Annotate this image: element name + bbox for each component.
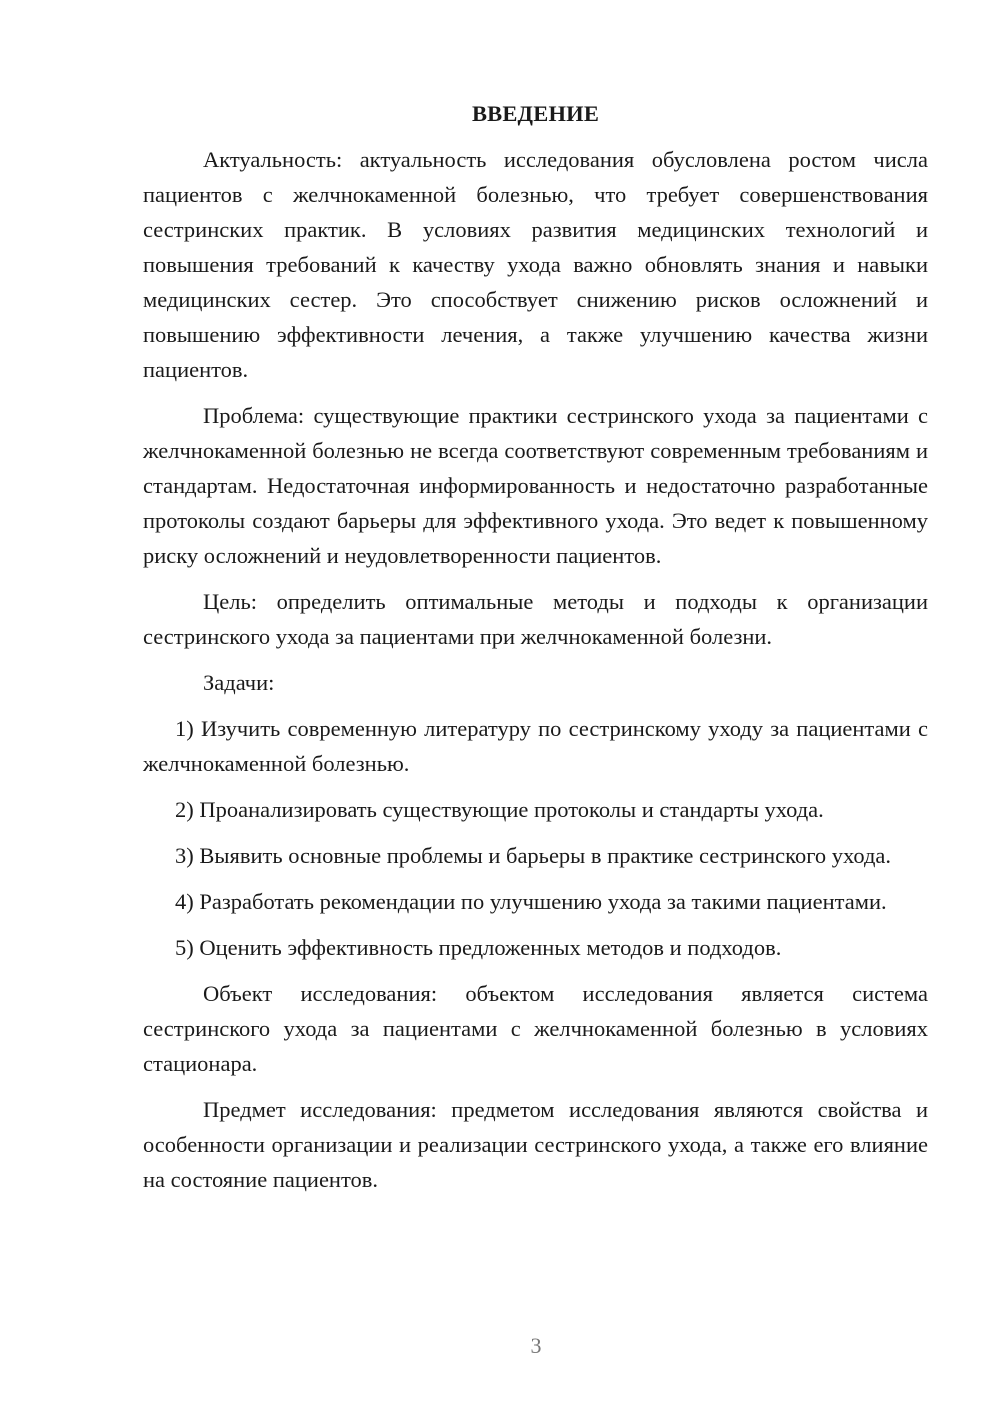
goal-paragraph: Цель: определить оптимальные методы и подходы к организации сестринского ухода за пациентами при желчнокаменной болезни. [143,589,928,649]
task-item-3: 3) Выявить основные проблемы и барьеры в практике сестринского ухода. [175,843,892,868]
task-item-1: 1) Изучить современную литературу по сестринскому уходу за пациентами с желчнокаменной болезнью. [143,716,928,776]
page-content [143,96,928,1208]
task-item-5: 5) Оценить эффективность предложенных методов и подходов. [175,935,782,960]
task-item-2: 2) Проанализировать существующие протоколы и стандарты ухода. [175,797,824,822]
section-title: ВВЕДЕНИЕ [471,101,600,126]
subject-paragraph: Предмет исследования: предметом исследования являются свойства и особенности организации и реализации сестринского ухода, а также его влияние на состояние пациентов. [143,1097,928,1192]
problem-paragraph: Проблема: существующие практики сестринского ухода за пациентами с желчнокаменной болезнью не всегда соответствуют современным требованиям и стандартам. Недостаточная информированность и недостаточно разработанные протоколы создают барьеры для эффективного ухода. Это ведет к повышенному риску осложнений и неудовлетворенности пациентов. [143,403,928,568]
page-number: 3 [530,1333,542,1358]
relevance-paragraph: Актуальность: актуальность исследования обусловлена ростом числа пациентов с желчнокаменной болезнью, что требует совершенствования сестринских практик. В условиях развития медицинских технологий и повышения требований к качеству ухода важно обновлять знания и навыки медицинских сестер. Это способствует снижению рисков осложнений и повышению эффективности лечения, а также улучшению качества жизни пациентов. [143,147,928,382]
task-item-4: 4) Разработать рекомендации по улучшению ухода за такими пациентами. [175,889,887,914]
object-paragraph: Объект исследования: объектом исследования является система сестринского ухода за пациентами с желчнокаменной болезнью в условиях стационара. [143,981,928,1076]
tasks-heading: Задачи: [203,670,275,695]
